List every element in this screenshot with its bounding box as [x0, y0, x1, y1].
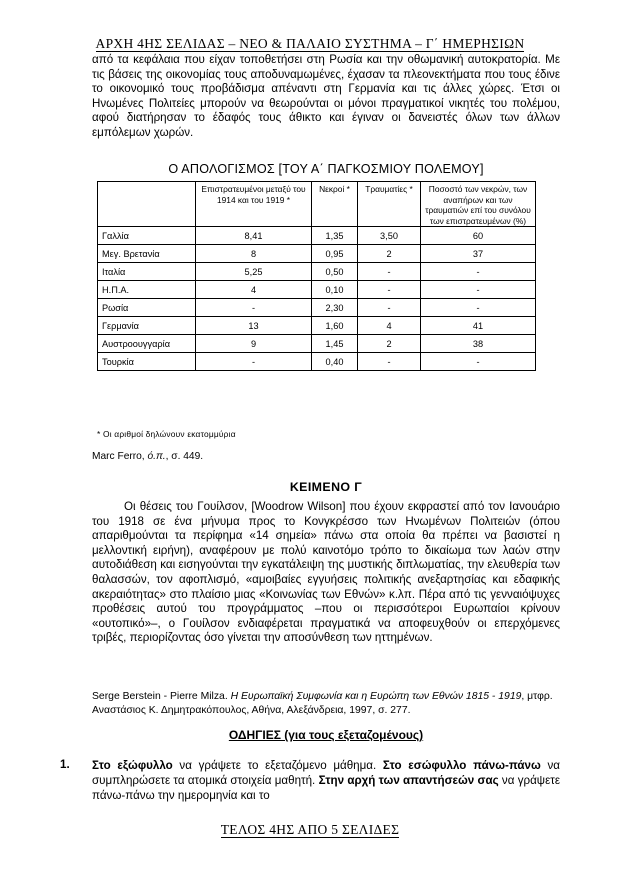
header-mobilized: Επιστρατευμένοι μεταξύ του 1914 και του 1919 *: [196, 182, 312, 227]
value-cell: 2: [358, 245, 421, 263]
country-cell: Ιταλία: [98, 263, 196, 281]
value-cell: 0,10: [312, 281, 358, 299]
intro-paragraph: από τα κεφάλαια που είχαν τοποθετήσει στη Ρωσία και την οθωμανική αυτοκρατορία. Με τις βάσεις της οικονομίας τους αποδυναμωμένες, έχασαν τα πλεονεκτήματα που τους έδινε το οικονομικό τους προβάδισμα απέναντι στη Γερμανία και τις άλλες χώρες. Έτσι οι Ηνωμένες Πολιτείες μπορούν να θεωρούνται οι μόνοι πραγματικοί νικητές του πολέμου, αφού διατήρησαν το έδαφός τους άθικτο και έγιναν οι δανειστές όλων των άλλων εμπόλεμων χωρών.: [92, 53, 560, 139]
table-row: [98, 245, 536, 263]
value-cell: -: [358, 281, 421, 299]
header-wounded: Τραυματίες *: [358, 182, 421, 227]
source-citation-2: Serge Berstein - Pierre Milza. Η Ευρωπαϊκή Συμφωνία και η Ευρώπη των Εθνών 1815 - 1919, μτφρ. Αναστάσιος Κ. Δημητρακόπουλος, Αθήνα, Αλεξάνδρεια, 1997, σ. 277.: [92, 691, 553, 716]
value-cell: 0,40: [312, 353, 358, 371]
country-cell: Ρωσία: [98, 299, 196, 317]
value-cell: 1,45: [312, 335, 358, 353]
value-cell: 41: [421, 317, 536, 335]
value-cell: -: [421, 299, 536, 317]
value-cell: 8,41: [196, 227, 312, 245]
page-header: ΑΡΧΗ 4ΗΣ ΣΕΛΙΔΑΣ – ΝΕΟ & ΠΑΛΑΙΟ ΣΥΣΤΗΜΑ – Γ΄ ΗΜΕΡΗΣΙΩΝ: [95, 36, 525, 51]
value-cell: 1,60: [312, 317, 358, 335]
value-cell: -: [421, 281, 536, 299]
value-cell: 5,25: [196, 263, 312, 281]
header-percentage: Ποσοστό των νεκρών, των αναπήρων και των τραυματιών επί του συνόλου των επιστρατευμένων (%): [421, 182, 536, 227]
table-row: [98, 227, 536, 245]
text-g-paragraph: Οι θέσεις του Γουίλσον, [Woodrow Wilson] που έχουν εκφραστεί από τον Ιανουάριο του 1918 σε ένα μήνυμα προς το Κονγκρέσσο των Ηνωμένων Πολιτειών (όπου απαριθμούνται τα περίφημα «14 σημεία» πάνω στα οποία θα πρέπει να βασιστεί η μελλοντική ειρήνη), αναφέρουν με πολύ καινοτόμο τρόπο το δικαίωμα των λαών στην αυτοδιάθεση και εισηγούνται την εγκατάλειψη της μυστικής διπλωματίας, την ελευθερία των θαλασσών, τον αφοπλισμό, «αμοιβαίες εγγυήσεις πολιτικής ανεξαρτησίας και εδαφικής ακεραιότητας» στο πλαίσιο μιας «Κοινωνίας των Εθνών» κ.λπ. Πέρα από τις γενναιόψυχες προθέσεις αυτού του προγράμματος –που οι περισσότεροι Ευρωπαίοι κρίνουν «ουτοπικό»–, ο Γουίλσον ενδιαφέρεται πραγματικά να αποφευχθούν οι επερχόμενες τριβές, περιορίζοντας όσο γίνεται την αποσύνθεση των ηττημένων.: [92, 500, 560, 645]
value-cell: -: [196, 299, 312, 317]
table-row: [98, 335, 536, 353]
country-cell: Αυστροουγγαρία: [98, 335, 196, 353]
value-cell: 9: [196, 335, 312, 353]
value-cell: 3,50: [358, 227, 421, 245]
value-cell: 13: [196, 317, 312, 335]
value-cell: 2: [358, 335, 421, 353]
value-cell: -: [358, 263, 421, 281]
country-cell: Γερμανία: [98, 317, 196, 335]
page-footer: ΤΕΛΟΣ 4ΗΣ ΑΠΟ 5 ΣΕΛΙΔΕΣ: [220, 822, 400, 837]
casualties-table: [97, 181, 536, 371]
value-cell: 37: [421, 245, 536, 263]
table-row: [98, 317, 536, 335]
value-cell: 1,35: [312, 227, 358, 245]
table-header-row: [98, 182, 536, 227]
text-g-heading: ΚΕΙΜΕΝΟ Γ: [289, 480, 363, 494]
value-cell: 4: [358, 317, 421, 335]
header-dead: Νεκροί *: [312, 182, 358, 227]
value-cell: -: [196, 353, 312, 371]
source-citation-1: Marc Ferro, ό.π., σ. 449.: [92, 451, 204, 462]
instructions-heading: ΟΔΗΓΙΕΣ (για τους εξεταζομένους): [228, 728, 424, 742]
table-row: [98, 353, 536, 371]
country-cell: Τουρκία: [98, 353, 196, 371]
instruction-number: 1.: [60, 758, 70, 771]
table-row: [98, 263, 536, 281]
value-cell: 38: [421, 335, 536, 353]
value-cell: 0,95: [312, 245, 358, 263]
instruction-item: Στο εξώφυλλο να γράψετε το εξεταζόμενο μάθημα. Στο εσώφυλλο πάνω-πάνω να συμπληρώσετε τα ατομικά στοιχεία μαθητή. Στην αρχή των απαντήσεών σας να γράψετε πάνω-πάνω την ημερομηνία και το: [92, 759, 560, 802]
value-cell: 60: [421, 227, 536, 245]
value-cell: -: [358, 299, 421, 317]
value-cell: -: [421, 353, 536, 371]
value-cell: -: [358, 353, 421, 371]
table-row: [98, 281, 536, 299]
country-cell: Η.Π.Α.: [98, 281, 196, 299]
value-cell: 4: [196, 281, 312, 299]
header-country: [98, 182, 196, 227]
country-cell: Γαλλία: [98, 227, 196, 245]
value-cell: 8: [196, 245, 312, 263]
country-cell: Μεγ. Βρετανία: [98, 245, 196, 263]
table-note: * Οι αριθμοί δηλώνουν εκατομμύρια: [97, 429, 236, 439]
value-cell: -: [421, 263, 536, 281]
table-row: [98, 299, 536, 317]
value-cell: 2,30: [312, 299, 358, 317]
value-cell: 0,50: [312, 263, 358, 281]
table-title: Ο ΑΠΟΛΟΓΙΣΜΟΣ [ΤΟΥ Α΄ ΠΑΓΚΟΣΜΙΟΥ ΠΟΛΕΜΟΥ]: [168, 162, 484, 176]
